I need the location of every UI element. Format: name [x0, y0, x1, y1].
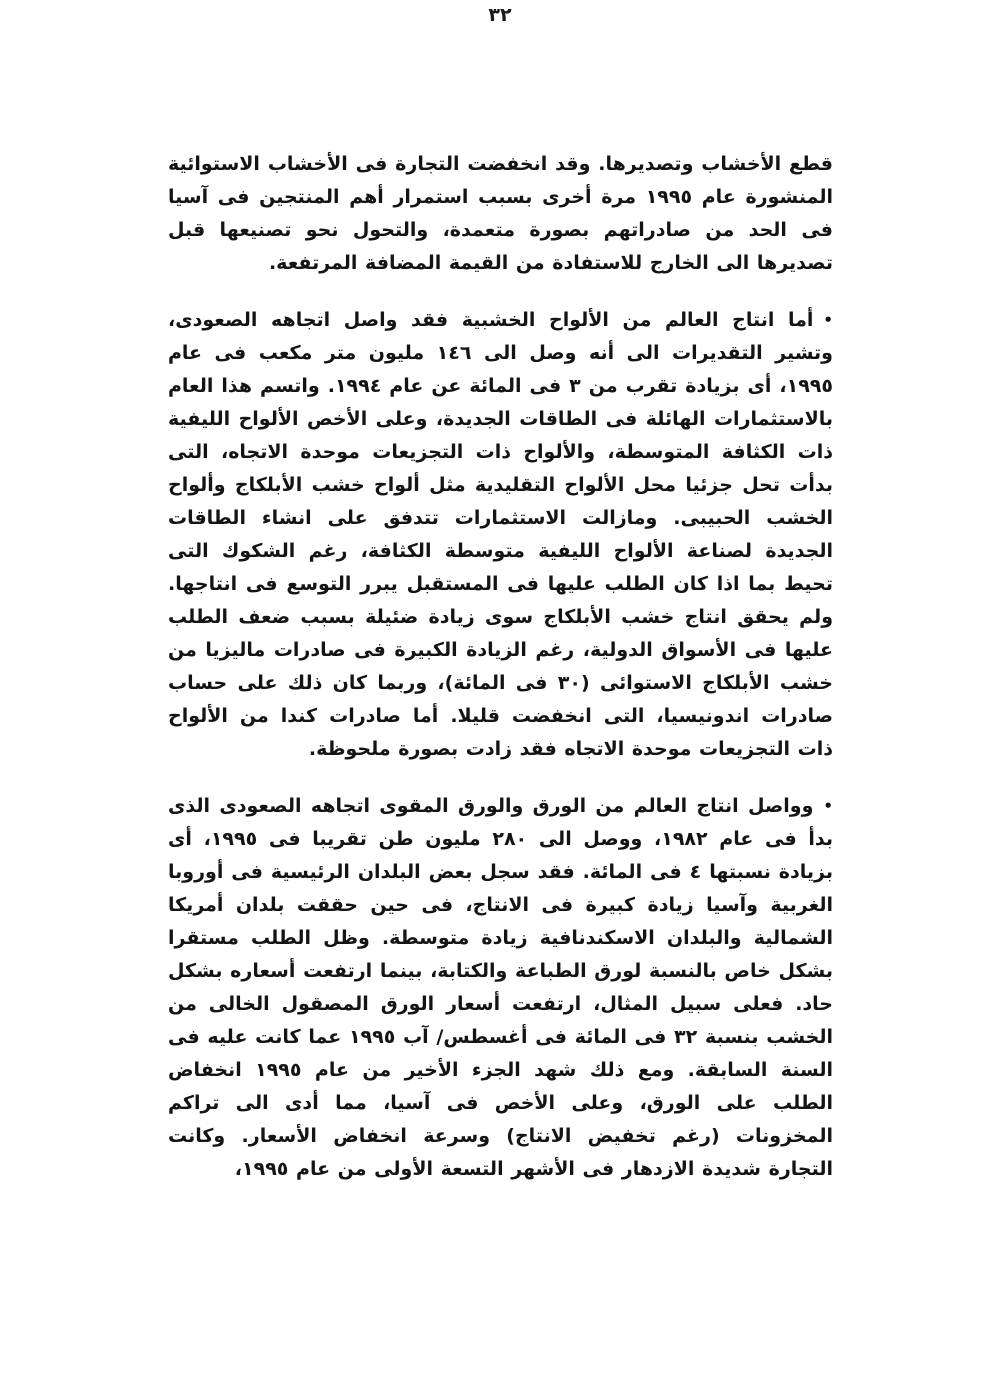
paragraph-1-text: قطع الأخشاب وتصديرها. وقد انخفضت التجارة فى الأخشاب الاستوائية المنشورة عام ١٩٩٥ مرة أخرى بسبب استمرار أهم المنتجين فى آسيا فى الحد من صادراتهم بصورة متعمدة، والتحول نحو تصنيعها قبل تصديرها الى الخارج للاستفادة من القيمة المضافة المرتفعة. — [168, 153, 833, 274]
page-content — [168, 148, 833, 1186]
paragraph-2-text: أما انتاج العالم من الألواح الخشبية فقد واصل اتجاهه الصعودى، وتشير التقديرات الى أنه وصل الى ١٤٦ مليون متر مكعب فى عام ١٩٩٥، أى بزيادة تقرب من ٣ فى المائة عن عام ١٩٩٤. واتسم هذا العام بالاستثمارات الهائلة فى الطاقات الجديدة، وعلى الأخص الألواح الليفية ذات الكثافة المتوسطة، والألواح ذات التجزيعات موحدة الاتجاه، التى بدأت تحل جزئيا محل الألواح التقليدية مثل ألواح خشب الأبلكاج وألواح الخشب الحبيبى. ومازالت الاستثمارات تتدفق على انشاء الطاقات الجديدة لصناعة الألواح الليفية متوسطة الكثافة، رغم الشكوك التى تحيط بما اذا كان الطلب عليها فى المستقبل يبرر التوسع فى انتاجها. ولم يحقق انتاج خشب الأبلكاج سوى زيادة ضئيلة بسبب ضعف الطلب عليها فى الأسواق الدولية، رغم الزيادة الكبيرة فى صادرات ماليزيا من خشب الأبلكاج الاستوائى (٣٠ فى المائة)، وربما كان ذلك على حساب صادرات اندونيسيا، التى انخفضت قليلا. أما صادرات كندا من الألواح ذات التجزيعات موحدة الاتجاه فقد زادت بصورة ملحوظة. — [168, 309, 833, 760]
paragraph-3 — [168, 790, 833, 1186]
paragraph-2 — [168, 304, 833, 766]
paragraph-1 — [168, 148, 833, 280]
bullet-icon: • — [823, 311, 833, 329]
bullet-icon: • — [823, 797, 833, 815]
paragraph-3-text: وواصل انتاج العالم من الورق والورق المقوى اتجاهه الصعودى الذى بدأ فى عام ١٩٨٢، ووصل الى ٢٨٠ مليون طن تقريبا فى ١٩٩٥، أى بزيادة نسبتها ٤ فى المائة. فقد سجل بعض البلدان الرئيسية فى أوروبا الغربية وآسيا زيادة كبيرة فى الانتاج، فى حين حققت بلدان أمريكا الشمالية والبلدان الاسكندنافية زيادة متوسطة. وظل الطلب مستقرا بشكل خاص بالنسبة لورق الطباعة والكتابة، بينما ارتفعت أسعاره بشكل حاد. فعلى سبيل المثال، ارتفعت أسعار الورق المصقول الخالى من الخشب بنسبة ٣٢ فى المائة فى أغسطس/ آب ١٩٩٥ عما كانت عليه فى السنة السابقة. ومع ذلك شهد الجزء الأخير من عام ١٩٩٥ انخفاض الطلب على الورق، وعلى الأخص فى آسيا، مما أدى الى تراكم المخزونات (رغم تخفيض الانتاج) وسرعة انخفاض الأسعار. وكانت التجارة شديدة الازدهار فى الأشهر التسعة الأولى من عام ١٩٩٥، — [168, 795, 833, 1180]
page-number: ٣٢ — [488, 4, 512, 26]
